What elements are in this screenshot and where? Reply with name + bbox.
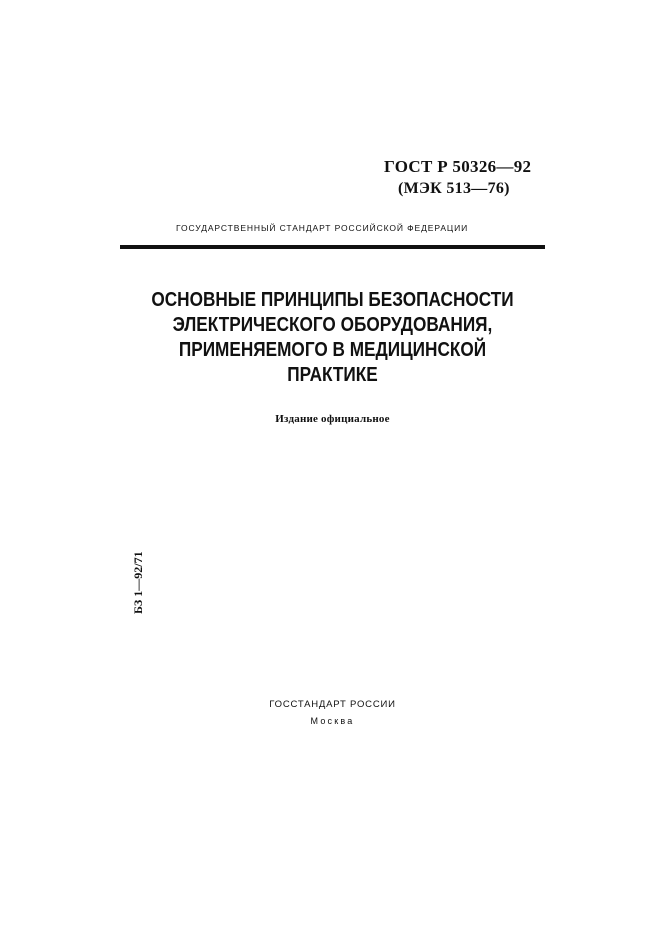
title-line: ОСНОВНЫЕ ПРИНЦИПЫ БЕЗОПАСНОСТИ bbox=[151, 289, 514, 311]
publication-city: Москва bbox=[310, 716, 355, 726]
title-line: ПРАКТИКЕ bbox=[287, 364, 378, 386]
title-line: ЭЛЕКТРИЧЕСКОГО ОБОРУДОВАНИЯ, bbox=[172, 314, 493, 336]
title-line: ПРИМЕНЯЕМОГО В МЕДИЦИНСКОЙ bbox=[178, 339, 487, 361]
document-title bbox=[150, 288, 516, 388]
header-divider bbox=[120, 245, 545, 249]
side-catalog-code: БЗ 1—92/71 bbox=[131, 551, 145, 615]
standard-type-heading: ГОСУДАРСТВЕННЫЙ СТАНДАРТ РОССИЙСКОЙ ФЕДЕРАЦИИ bbox=[176, 223, 469, 233]
publisher: ГОССТАНДАРТ РОССИИ bbox=[269, 699, 396, 710]
edition-note: Издание официальное bbox=[275, 413, 390, 425]
standard-number: ГОСТ Р 50326—92 bbox=[384, 157, 532, 176]
iec-reference: (МЭК 513—76) bbox=[398, 180, 510, 197]
